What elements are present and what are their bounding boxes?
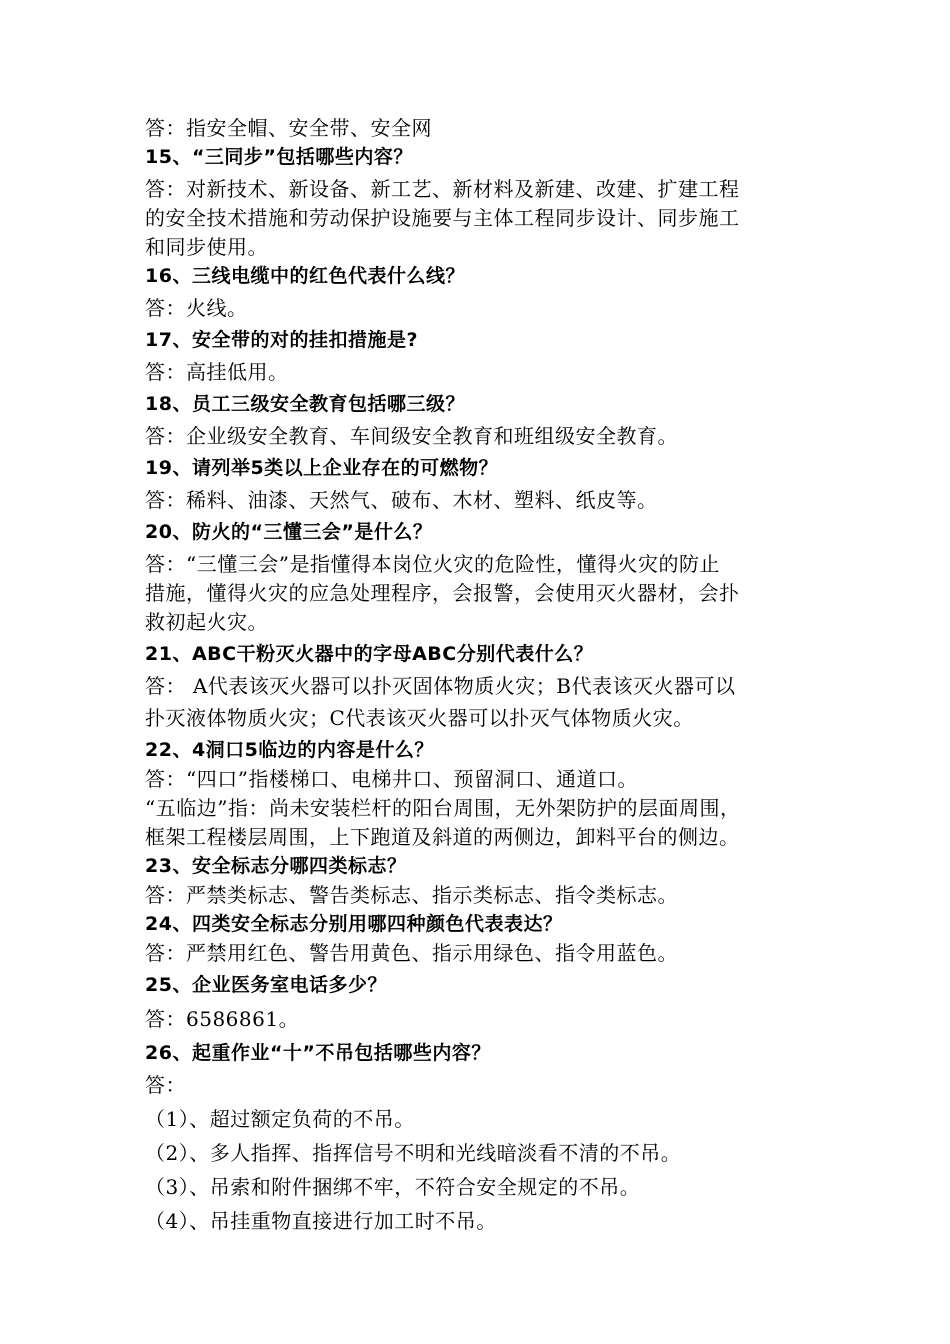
question-21: 21、ABC干粉灭火器中的字母ABC分别代表什么？ [145,643,594,665]
question-25: 25、企业医务室电话多少？ [145,974,387,996]
answer-line: 答：“四口”指楼梯口、电梯井口、预留洞口、通道口。 [145,767,638,791]
answer-line: 救初起火灾。 [145,610,268,634]
question-20: 20、防火的“三懂三会”是什么？ [145,521,433,543]
question-23: 23、安全标志分哪四类标志？ [145,855,407,877]
question-15: 15、“三同步”包括哪些内容？ [145,146,413,168]
document-page [145,114,835,1236]
answer-line: 答：指安全帽、安全带、安全网 [145,116,432,140]
question-18: 18、员工三级安全教育包括哪三级？ [145,393,465,415]
answer-line: “五临边”指：尚未安装栏杆的阳台周围，无外架防护的层面周围， [145,796,741,820]
question-19: 19、请列举5类以上企业存在的可燃物？ [145,457,499,479]
answer-line: 措施，懂得火灾的应急处理程序，会报警，会使用灭火器材，会扑 [145,581,740,605]
answer-line: 答： [145,1073,186,1097]
answer-line: 答：严禁类标志、警告类标志、指示类标志、指令类标志。 [145,883,678,907]
answer-line: 答：火线。 [145,296,248,320]
answer-line: 的安全技术措施和劳动保护设施要与主体工程同步设计、同步施工 [145,206,740,230]
question-24: 24、四类安全标志分别用哪四种颜色代表表达？ [145,913,563,935]
question-26: 26、起重作业“十”不吊包括哪些内容？ [145,1042,491,1064]
list-item: （3）、吊索和附件捆绑不牢，不符合安全规定的不吊。 [145,1175,641,1199]
answer-line: 答：高挂低用。 [145,360,289,384]
list-item: （1）、超过额定负荷的不吊。 [145,1107,415,1131]
answer-line: 答：对新技术、新设备、新工艺、新材料及新建、改建、扩建工程 [145,177,740,201]
answer-line: 答：企业级安全教育、车间级安全教育和班组级安全教育。 [145,424,678,448]
question-22: 22、4洞口5临边的内容是什么？ [145,739,434,761]
question-17: 17、安全带的对的挂扣措施是? [145,329,418,351]
list-item: （4）、吊挂重物直接进行加工时不吊。 [145,1209,497,1233]
answer-line: 框架工程楼层周围，上下跑道及斜道的两侧边，卸料平台的侧边。 [145,825,740,849]
answer-line: 扑灭液体物质火灾；C代表该灭火器可以扑灭气体物质火灾。 [145,706,694,730]
answer-line: 答：6586861。 [145,1007,300,1031]
list-item: （2）、多人指挥、指挥信号不明和光线暗淡看不清的不吊。 [145,1141,682,1165]
question-16: 16、三线电缆中的红色代表什么线？ [145,265,465,287]
answer-line: 答：稀料、油漆、天然气、破布、木材、塑料、纸皮等。 [145,488,658,512]
answer-line: 答：严禁用红色、警告用黄色、指示用绿色、指令用蓝色。 [145,941,678,965]
answer-line: 答： A代表该灭火器可以扑灭固体物质火灾；B代表该灭火器可以 [145,674,736,698]
answer-line: 和同步使用。 [145,235,268,259]
answer-line: 答：“三懂三会”是指懂得本岗位火灾的危险性，懂得火灾的防止 [145,552,720,576]
